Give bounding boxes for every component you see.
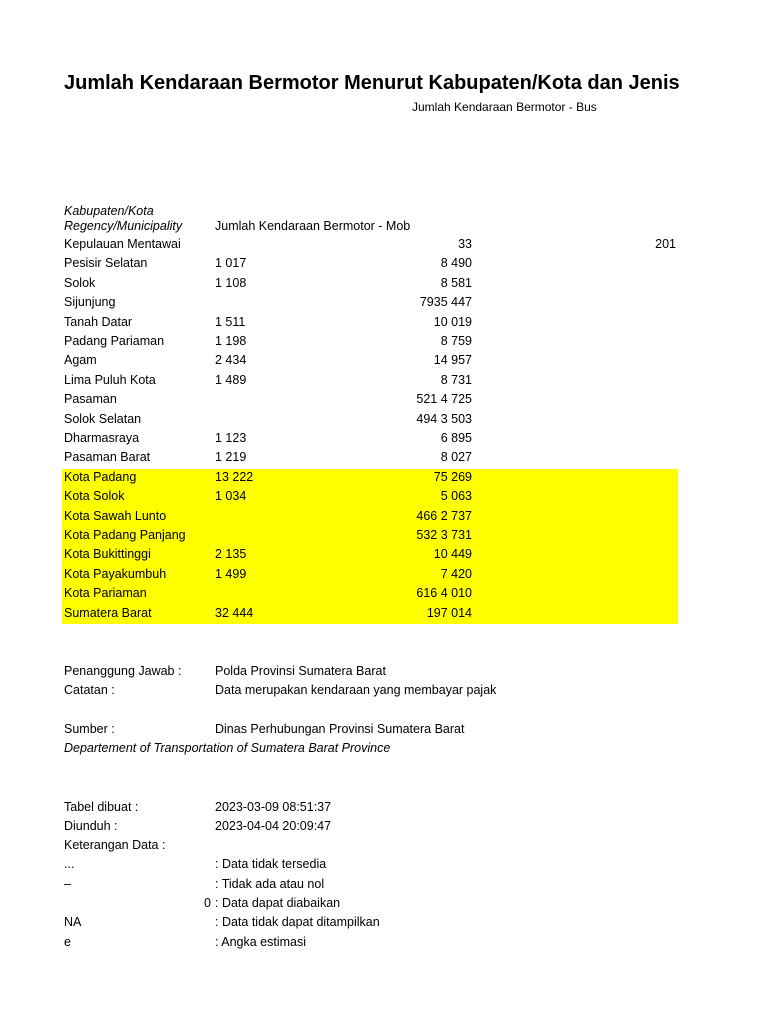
region-name-cell: Pasaman (64, 392, 117, 407)
mobil-value-cell: 1 198 (215, 334, 247, 348)
region-name-cell: Lima Puluh Kota (64, 372, 156, 387)
value-cell: 494 3 503 (416, 411, 472, 426)
region-name-cell: Solok Selatan (64, 411, 142, 426)
region-header-line2: Regency/Municipality (64, 219, 183, 233)
table-row (62, 605, 678, 625)
dibuat-label: Tabel dibuat : (64, 800, 139, 814)
table-row (62, 352, 678, 372)
value-cell: 10 019 (433, 314, 472, 329)
value-cell: 6 895 (440, 431, 472, 445)
catatan-label: Catatan : (64, 683, 115, 697)
table-row (62, 294, 678, 314)
value-cell: 10 449 (433, 547, 472, 562)
catatan-value: Data merupakan kendaraan yang membayar pajak (215, 683, 497, 697)
table-row (62, 508, 678, 528)
legend-description: : Data tidak tersedia (215, 857, 327, 871)
mobil-value-cell: 13 222 (215, 469, 254, 484)
value-cell: 197 014 (426, 605, 472, 620)
table-row (62, 391, 678, 411)
sumber-label: Sumber : (64, 722, 115, 736)
legend-description: : Angka estimasi (215, 935, 307, 949)
legend-symbol: NA (64, 915, 82, 929)
table-row (62, 449, 678, 469)
pj-label: Penanggung Jawab : (64, 664, 182, 678)
legend-symbol: ... (64, 857, 75, 871)
mobil-value-cell: 1 511 (215, 314, 246, 329)
table-row (62, 585, 678, 605)
region-name-cell: Kota Solok (64, 489, 125, 504)
table-row (62, 566, 678, 586)
dibuat-value: 2023-03-09 08:51:37 (215, 800, 332, 814)
value-cell: 7935 447 (419, 295, 472, 310)
mobil-value-cell: 2 135 (215, 547, 247, 562)
table-row (62, 469, 678, 489)
region-name-cell: Pesisir Selatan (64, 256, 148, 271)
table-row (62, 411, 678, 431)
region-name-cell: Sijunjung (64, 295, 116, 310)
table-row (62, 275, 678, 295)
value-cell: 616 4 010 (416, 586, 472, 601)
table-row (62, 430, 678, 450)
diunduh-label: Diunduh : (64, 819, 118, 833)
value-cell: 8 027 (440, 450, 472, 465)
region-name-cell: Kota Payakumbuh (64, 566, 167, 581)
mobil-value-cell: 2 434 (215, 353, 247, 368)
value-cell: 8 490 (440, 256, 472, 271)
mobil-value-cell: 1 219 (215, 450, 247, 465)
value-cell: 5 063 (440, 489, 472, 504)
region-name-cell: Kota Padang (64, 469, 137, 484)
page-subtitle: Jumlah Kendaraan Bermotor - Bus (412, 100, 597, 114)
value-cell: 466 2 737 (416, 508, 472, 523)
region-name-cell: Kota Sawah Lunto (64, 508, 167, 523)
legend-symbol: – (64, 877, 71, 891)
value-cell: 201 (655, 237, 676, 251)
mobil-value-cell: 1 489 (215, 372, 247, 387)
region-name-cell: Agam (64, 353, 97, 368)
region-name-cell: Kota Padang Panjang (64, 528, 186, 542)
region-name-cell: Kota Pariaman (64, 586, 147, 601)
value-cell: 14 957 (433, 353, 472, 368)
region-name-cell: Tanah Datar (64, 314, 133, 329)
table-row (62, 333, 678, 353)
value-cell: 33 (458, 237, 472, 251)
region-name-cell: Solok (64, 275, 96, 290)
mobil-value-cell: 1 123 (215, 431, 247, 445)
region-name-cell: Kota Bukittinggi (64, 547, 151, 562)
sumber-english: Departement of Transportation of Sumatera Barat Province (64, 741, 391, 755)
value-cell: 8 759 (440, 334, 472, 348)
value-cell: 532 3 731 (416, 528, 472, 542)
value-cell: 8 731 (440, 372, 472, 387)
region-name-cell: Pasaman Barat (64, 450, 151, 465)
table-row (62, 527, 678, 547)
table-row (62, 372, 678, 392)
legend-symbol: 0 (204, 896, 211, 910)
value-cell: 75 269 (433, 469, 472, 484)
region-name-cell: Dharmasraya (64, 431, 140, 445)
mobil-value-cell: 32 444 (215, 605, 254, 620)
value-cell: 7 420 (440, 566, 472, 581)
mobil-value-cell: 1 499 (215, 566, 247, 581)
region-name-cell: Sumatera Barat (64, 605, 152, 620)
mobil-value-cell: 1 108 (215, 275, 247, 290)
table-row (62, 255, 678, 275)
column-header-mobil: Jumlah Kendaraan Bermotor - Mob (215, 219, 411, 233)
pj-value: Polda Provinsi Sumatera Barat (215, 664, 386, 678)
table-row (62, 236, 678, 256)
value-cell: 521 4 725 (416, 392, 472, 407)
table-row (62, 488, 678, 508)
value-cell: 8 581 (440, 275, 472, 290)
legend-description: : Data tidak dapat ditampilkan (215, 915, 380, 929)
table-row (62, 546, 678, 566)
legend-description: : Data dapat diabaikan (215, 896, 341, 910)
sumber-value: Dinas Perhubungan Provinsi Sumatera Barat (215, 722, 465, 736)
legend-symbol: e (64, 935, 71, 949)
region-name-cell: Kepulauan Mentawai (64, 237, 181, 251)
region-header-line1: Kabupaten/Kota (64, 204, 154, 218)
region-name-cell: Padang Pariaman (64, 334, 165, 348)
legend-description: : Tidak ada atau nol (215, 877, 325, 891)
diunduh-value: 2023-04-04 20:09:47 (215, 819, 332, 833)
mobil-value-cell: 1 034 (215, 489, 247, 504)
page-title: Jumlah Kendaraan Bermotor Menurut Kabupaten/Kota dan Jenis (64, 72, 680, 94)
keterangan-label: Keterangan Data : (64, 838, 166, 852)
table-row (62, 314, 678, 334)
mobil-value-cell: 1 017 (215, 256, 247, 271)
